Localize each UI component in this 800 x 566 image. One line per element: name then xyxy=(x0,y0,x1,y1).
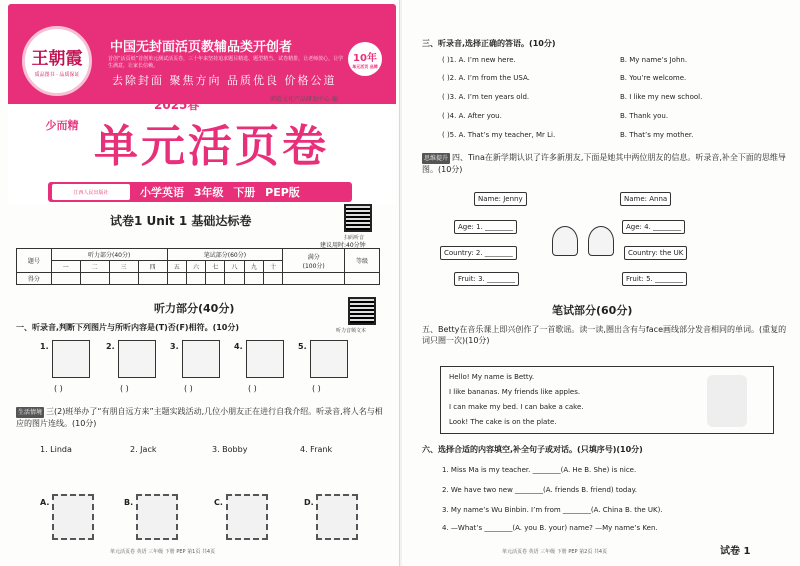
right-page xyxy=(402,0,800,566)
score-col: 七 xyxy=(206,261,225,273)
score-cell-level: 等级 xyxy=(345,249,380,273)
fill-item[interactable]: 4. —What’s ________(A. you B. your) name? —My name’s Ken. xyxy=(442,524,658,532)
answer-paren[interactable]: ( ) xyxy=(120,384,129,393)
score-cell-listening: 听力部分(40分) xyxy=(51,249,167,261)
question-1: 一、听录音,判断下列图片与所听内容是(T)否(F)相符。(10分) xyxy=(16,323,240,332)
stamp-clock-tower xyxy=(226,494,268,540)
choice-item[interactable]: ( )4. A. After you. xyxy=(442,112,502,120)
mind-node[interactable]: Age: 1. ________ xyxy=(454,220,517,234)
question-2-text: 三(2)班举办了“有朋自远方来”主题实践活动,几位小朋友正在进行自我介绍。听录音,将人名与相应的图片连线。(10分) xyxy=(16,407,383,428)
section-listening: 听力部分(40分) xyxy=(154,302,235,315)
item-number: 2. xyxy=(106,342,115,351)
score-col: 一 xyxy=(51,261,80,273)
stamp-label: A. xyxy=(40,498,50,507)
name-item: 4. Frank xyxy=(300,445,333,454)
stamp-cn-tower xyxy=(316,494,358,540)
teacher-picture xyxy=(182,340,220,378)
choice-option: B. Thank you. xyxy=(620,112,669,120)
question-2 xyxy=(16,406,386,429)
mind-node[interactable]: Fruit: 3. ________ xyxy=(454,272,519,286)
mind-node: Name: Jenny xyxy=(474,192,527,206)
question-4 xyxy=(422,152,788,175)
thinking-tag: 思维提升 xyxy=(424,155,449,162)
score-cell-total: 满分 (100分) xyxy=(283,249,345,273)
score-col: 三 xyxy=(109,261,138,273)
banner-small-text: 首创“活页纸”首创单元测试活页卷，三十年来坚持追求题目精选、题型精当、试卷精排，让老师放心，让学生满意，让家长信赖。 xyxy=(108,56,344,69)
score-cell-tihao: 题号 xyxy=(17,249,52,273)
strip-info: 小学英语 3年级 下册 PEP版 xyxy=(140,186,300,199)
item-number: 1. xyxy=(40,342,49,351)
item-number: 5. xyxy=(298,342,307,351)
boy-picture xyxy=(52,340,90,378)
banner-values: 去除封面 聚焦方向 品质优良 价格公道 xyxy=(112,74,337,87)
stamp-building xyxy=(52,494,94,540)
name-item: 1. Linda xyxy=(40,445,72,454)
score-input[interactable] xyxy=(206,273,225,285)
score-input[interactable] xyxy=(263,273,282,285)
choice-option: B. My name’s John. xyxy=(620,56,688,64)
season-label: 2025春 xyxy=(154,98,200,112)
stamp-label: B. xyxy=(124,498,134,507)
question-3: 三、听录音,选择正确的答语。(10分) xyxy=(422,39,556,48)
item-number: 3. xyxy=(170,342,179,351)
logo-sub: 质品图书 · 品质保证 xyxy=(34,72,80,78)
score-col: 五 xyxy=(167,261,186,273)
qr-code-icon[interactable] xyxy=(348,297,376,325)
page-footer: 单元活页卷 英语 三年级 下册 PEP 第2页 共4页 xyxy=(502,549,608,555)
brand-logo xyxy=(22,26,92,96)
girl-cooking-picture xyxy=(707,375,747,427)
score-input[interactable] xyxy=(345,273,380,285)
test-title: 试卷1 Unit 1 基础达标卷 xyxy=(110,214,252,228)
score-col: 四 xyxy=(138,261,167,273)
logo-name: 王朝霞 xyxy=(31,49,83,69)
choice-option: B. That’s my mother. xyxy=(620,131,694,139)
score-table xyxy=(16,248,380,285)
score-col: 十 xyxy=(263,261,282,273)
score-input[interactable] xyxy=(80,273,109,285)
banner-slogan: 中国无封面活页教辅品类开创者 xyxy=(110,40,293,55)
choice-item[interactable]: ( )3. A. I’m ten years old. xyxy=(442,93,530,101)
stamp-bridge xyxy=(136,494,178,540)
answer-paren[interactable]: ( ) xyxy=(184,384,193,393)
choice-option: B. You’re welcome. xyxy=(620,74,687,82)
score-col: 九 xyxy=(244,261,263,273)
cover-banner xyxy=(8,4,396,204)
score-input[interactable] xyxy=(138,273,167,285)
badge-sub: 单元活页 品牌 xyxy=(352,63,378,69)
anna-avatar xyxy=(588,226,614,256)
answer-paren[interactable]: ( ) xyxy=(312,384,321,393)
question-5: 五、Betty在音乐课上即兴创作了一首歌谣。读一读,圈出含有与face画线部分发音相同的单词。(重复的词只圈一次)(10分) xyxy=(422,325,787,345)
jenny-avatar xyxy=(552,226,578,256)
score-col: 二 xyxy=(80,261,109,273)
fill-item[interactable]: 1. Miss Ma is my teacher. ________(A. He B. She) is nice. xyxy=(442,466,637,474)
mind-node[interactable]: Age: 4. ________ xyxy=(622,220,685,234)
stamp-label: D. xyxy=(304,498,314,507)
page-footer: 单元活页卷 英语 三年级 下册 PEP 第1页 共4页 xyxy=(110,549,216,555)
song-line[interactable]: I can make my bed. I can bake a cake. xyxy=(449,403,584,411)
question-6: 六、选择合适的内容填空,补全句子或对话。(只填序号)(10分) xyxy=(422,445,643,454)
score-input[interactable] xyxy=(51,273,80,285)
score-cell-defen: 得分 xyxy=(17,273,52,285)
qr-code-icon[interactable] xyxy=(344,204,372,232)
fill-item[interactable]: 2. We have two new ________(A. friends B. friend) today. xyxy=(442,486,638,494)
book-title: 单元活页卷 xyxy=(94,121,329,172)
mind-node[interactable]: Country: 2. ________ xyxy=(440,246,517,260)
answer-paren[interactable]: ( ) xyxy=(54,384,63,393)
woman-picture xyxy=(246,340,284,378)
score-input[interactable] xyxy=(109,273,138,285)
song-line[interactable]: Look! The cake is on the plate. xyxy=(449,418,557,426)
info-strip xyxy=(48,182,352,202)
choice-item[interactable]: ( )5. A. That’s my teacher, Mr Li. xyxy=(442,131,556,139)
score-cell-writing: 笔试部分(60分) xyxy=(167,249,283,261)
song-line[interactable]: Hello! My name is Betty. xyxy=(449,373,535,381)
badge-top: 10年 xyxy=(353,52,377,64)
bridge-picture xyxy=(118,340,156,378)
score-col: 八 xyxy=(225,261,244,273)
item-number: 4. xyxy=(234,342,243,351)
strip-publisher: 江西人民出版社 xyxy=(52,184,130,200)
page-number: 试卷 1 xyxy=(720,546,751,557)
choice-item[interactable]: ( )1. A. I’m new here. xyxy=(442,56,516,64)
question-4-text: 四、Tina在新学期认识了许多新朋友,下面是她其中两位朋友的信息。听录音,补全下面的思维导图。(10分) xyxy=(422,153,786,174)
name-item: 2. Jack xyxy=(130,445,157,454)
choice-option: B. I like my new school. xyxy=(620,93,703,101)
score-input[interactable] xyxy=(283,273,345,285)
score-input[interactable] xyxy=(244,273,263,285)
choice-item[interactable]: ( )2. A. I’m from the USA. xyxy=(442,74,530,82)
fill-item[interactable]: 3. My name’s Wu Binbin. I’m from ________(A. China B. the UK). xyxy=(442,506,663,514)
ten-year-badge xyxy=(348,42,382,76)
mind-node[interactable]: Fruit: 5. ________ xyxy=(622,272,687,286)
mind-node: Name: Anna xyxy=(620,192,671,206)
time-hint: 建议用时:40分钟 xyxy=(320,242,366,249)
score-input[interactable] xyxy=(225,273,244,285)
publisher-label: 朝霞文化产品研发中心 编 xyxy=(270,96,338,103)
score-input[interactable] xyxy=(186,273,205,285)
answer-paren[interactable]: ( ) xyxy=(248,384,257,393)
song-box xyxy=(440,366,774,434)
life-scene-tag: 生活情境 xyxy=(18,409,43,416)
score-col: 六 xyxy=(186,261,205,273)
section-writing: 笔试部分(60分) xyxy=(552,304,633,317)
score-input[interactable] xyxy=(167,273,186,285)
qr-label: 听力音频文本 xyxy=(336,328,367,334)
qr-label: 扫码听音 xyxy=(344,235,365,241)
tower-picture xyxy=(310,340,348,378)
song-line[interactable]: I like bananas. My friends like apples. xyxy=(449,388,581,396)
small-elite-label: 少而精 xyxy=(45,119,79,132)
name-item: 3. Bobby xyxy=(212,445,248,454)
stamp-label: C. xyxy=(214,498,223,507)
mind-node: Country: the UK xyxy=(624,246,687,260)
